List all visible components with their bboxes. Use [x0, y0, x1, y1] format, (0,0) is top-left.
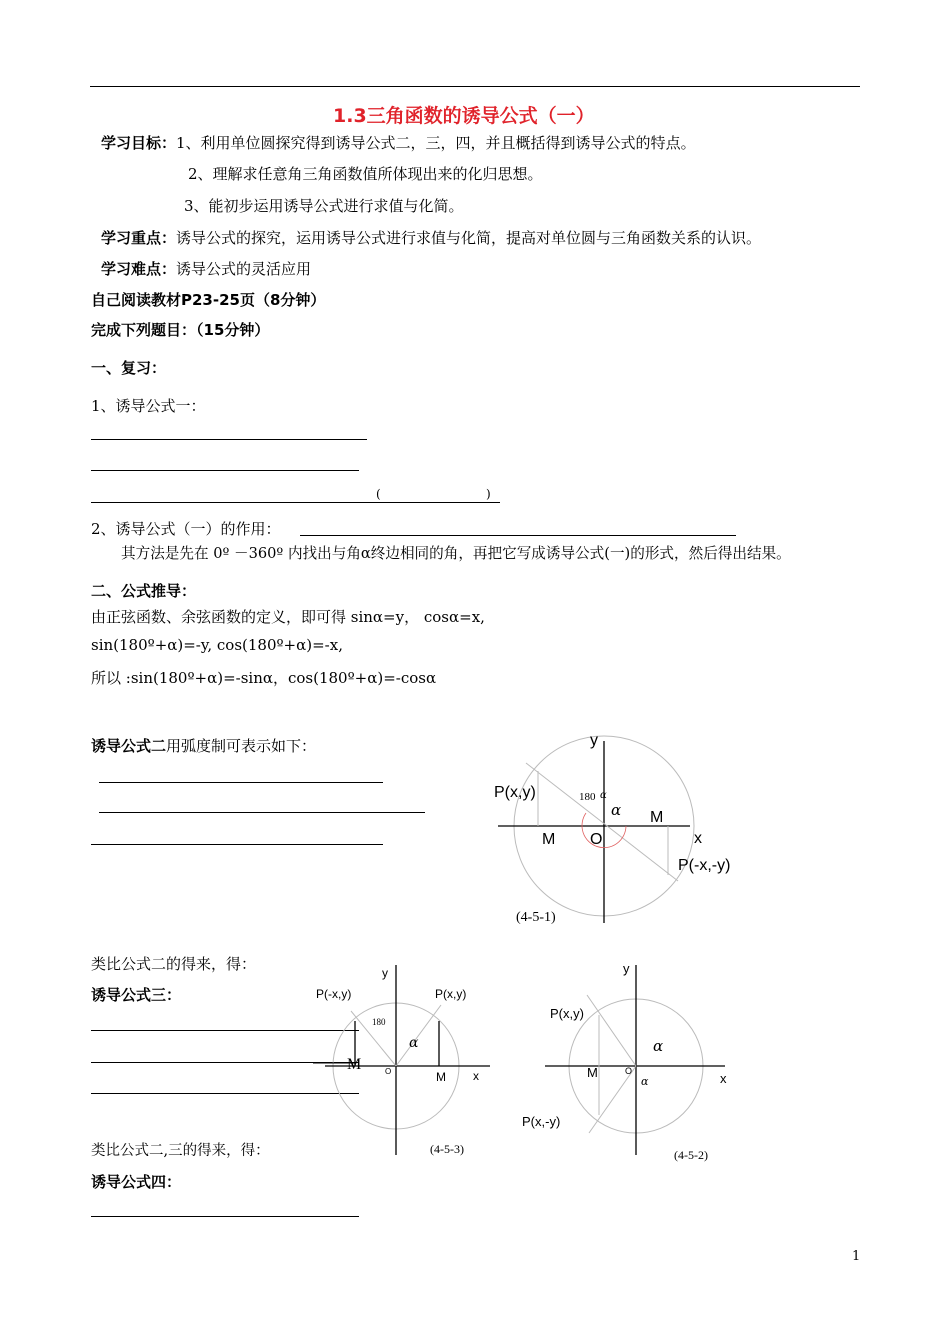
figure-caption: (4-5-2): [674, 1148, 708, 1162]
objective-1: 1、利用单位圆探究得到诱导公式二，三，四，并且概括得到诱导公式的特点。: [176, 134, 696, 152]
derivation-heading: 二、公式推导：: [91, 582, 197, 600]
figure-caption: (4-5-1): [516, 910, 556, 925]
origin-label: O: [625, 1066, 633, 1076]
derivation-line-1: 由正弦函数、余弦函数的定义，即可得 sinα=y， cosα=x,: [91, 608, 485, 626]
paren-open: (: [376, 487, 381, 501]
blank-line-purpose[interactable]: [300, 535, 736, 536]
y-axis-label: y: [623, 961, 630, 976]
figure-4-5-1: [480, 725, 760, 935]
m-left-label: M: [542, 831, 556, 848]
x-axis-label: x: [473, 1069, 479, 1083]
formula1-purpose-label: 2、诱导公式（一）的作用：: [91, 520, 281, 538]
m-left-label: M: [347, 1056, 362, 1073]
blank-line-formula2-b[interactable]: [99, 812, 425, 813]
difficulties-text: 诱导公式的灵活应用: [176, 260, 312, 278]
method-text: 其方法是先在 0º －360º 内找出与角α终边相同的角，再把它写成诱导公式(一)的形式，然后得出结果。: [121, 545, 791, 562]
point-p-label: P(x,y): [550, 1006, 584, 1021]
formula2-label-rest: 用弧度制可表示如下：: [166, 737, 317, 755]
derivation-line-2: sin(180º+α)=-y, cos(180º+α)=-x,: [91, 636, 343, 654]
formula3-label: 诱导公式三：: [91, 986, 182, 1004]
objective-2: 2、理解求任意角三角函数值所体现出来的化归思想。: [188, 165, 543, 183]
figure-4-5-3: [305, 955, 505, 1160]
reading-instruction: 自己阅读教材P23-25页（8分钟）: [91, 291, 326, 309]
derivation-line-3: 所以 :sin(180º+α)=-sinα，cos(180º+α)=-cosα: [91, 669, 437, 687]
blank-line-formula1-c[interactable]: [91, 502, 500, 503]
key-points-row: [101, 227, 761, 248]
page-title: 1.3三角函数的诱导公式（一）: [333, 105, 595, 127]
m-label: M: [587, 1065, 598, 1080]
objectives-label: 学习目标：: [101, 134, 177, 152]
formula2-label: [91, 735, 316, 756]
point-p-prime-label: P(x,-y): [522, 1114, 561, 1129]
objective-3: 3、能初步运用诱导公式进行求值与化简。: [184, 197, 464, 215]
ray-p: [396, 1005, 441, 1066]
m-right-label: M: [436, 1070, 446, 1084]
alpha-label-lower: α: [641, 1075, 649, 1088]
y-axis-label: y: [382, 966, 388, 980]
blank-line-formula1-a[interactable]: [91, 439, 367, 440]
difficulties-row: [101, 258, 311, 279]
ray-p: [587, 995, 636, 1066]
point-p-label: P(x,y): [494, 784, 536, 801]
analogy-1: 类比公式二的得来，得：: [91, 955, 257, 973]
point-p-label: P(x,y): [435, 987, 467, 1001]
formula4-label: 诱导公式四：: [91, 1173, 182, 1191]
angle-180-label: 180: [579, 791, 596, 803]
origin-label: O: [590, 831, 603, 848]
y-axis-label: y: [590, 732, 598, 749]
x-axis-label: x: [720, 1071, 727, 1086]
blank-line-formula2-c[interactable]: [91, 844, 383, 845]
analogy-2: 类比公式二,三的得来，得：: [91, 1143, 270, 1159]
m-right-label: M: [650, 809, 664, 826]
origin-label: O: [385, 1067, 392, 1076]
key-points-label: 学习重点：: [101, 229, 177, 247]
formula1-label: 1、诱导公式一：: [91, 397, 206, 415]
blank-line-formula1-b[interactable]: [91, 470, 359, 471]
formula2-label-bold: 诱导公式二: [91, 737, 167, 755]
alpha-label: α: [409, 1035, 419, 1051]
angle-180-label: 180: [372, 1017, 386, 1027]
exercise-instruction: 完成下列题目：（15分钟）: [91, 321, 270, 339]
page-number: 1: [852, 1249, 861, 1264]
blank-line-formula4[interactable]: [91, 1216, 359, 1217]
paren-close: ): [486, 487, 491, 501]
point-p-prime-label: P(-x,y): [316, 987, 352, 1001]
header-rule: [90, 86, 860, 87]
objectives-row-1: [101, 132, 696, 153]
x-axis-label: x: [694, 830, 702, 847]
alpha-label: α: [611, 801, 622, 819]
difficulties-label: 学习难点：: [101, 260, 177, 278]
figure-4-5-2: [515, 955, 745, 1170]
point-p-prime-label: P(-x,-y): [678, 857, 731, 874]
review-heading: 一、复习：: [91, 359, 167, 377]
alpha-small-label: α: [600, 790, 607, 801]
figure-caption: (4-5-3): [430, 1142, 464, 1156]
blank-line-formula2-a[interactable]: [99, 782, 383, 783]
key-points-text: 诱导公式的探究，运用诱导公式进行求值与化简，提高对单位圆与三角函数关系的认识。: [176, 229, 762, 247]
alpha-label-upper: α: [653, 1037, 664, 1055]
